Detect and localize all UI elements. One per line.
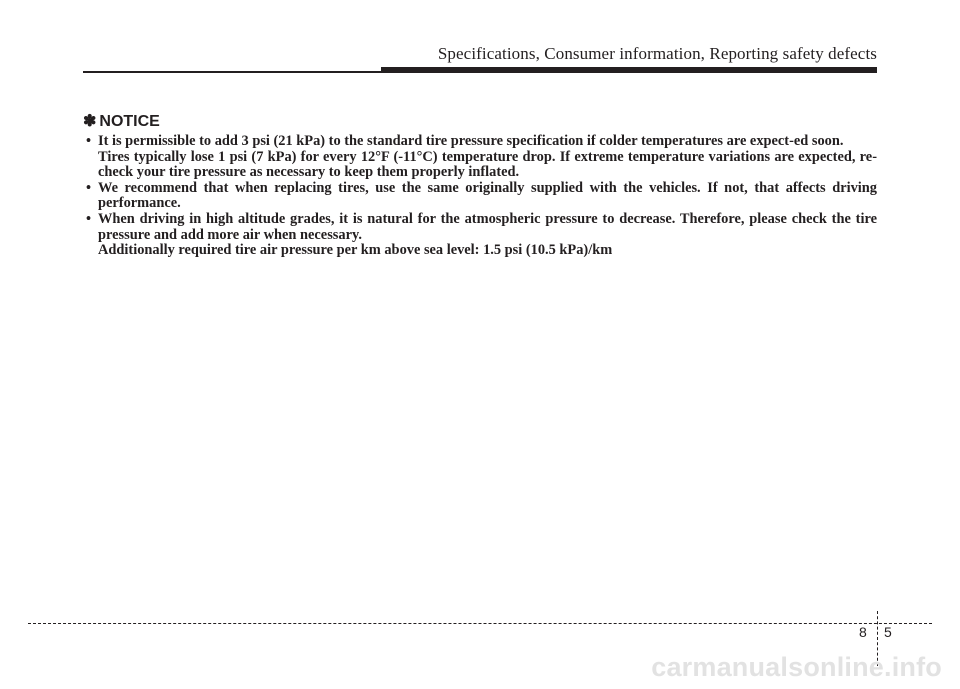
notice-list <box>86 134 877 259</box>
bullet-marker: • <box>86 210 92 227</box>
header-rule-thin <box>83 71 383 73</box>
bullet-marker: • <box>86 133 92 149</box>
notice-paragraph: Additionally required tire air pressure per km above sea level: 1.5 psi (10.5 kPa)/km <box>98 242 613 259</box>
page-number: 5 <box>884 624 892 640</box>
notice-title: NOTICE <box>99 113 160 130</box>
notice-paragraph: It is permissible to add 3 psi (21 kPa) to the standard tire pressure specification if colder temperatures are expect-ed soon. <box>98 133 844 149</box>
notice-paragraph: We recommend that when replacing tires, use the same originally supplied with the vehicles. If not, that affects driving performance. <box>98 179 877 212</box>
site-watermark: carmanualsonline.info <box>651 652 942 682</box>
notice-item-high-altitude <box>86 212 877 259</box>
chapter-number: 8 <box>859 624 867 640</box>
header-rule-thick <box>381 67 877 73</box>
notice-item-cold-temperature <box>86 134 877 181</box>
notice-heading <box>83 111 160 131</box>
section-header-title: Specifications, Consumer information, Reporting safety defects <box>437 44 877 63</box>
notice-paragraph: Tires typically lose 1 psi (7 kPa) for every 12°F (-11°C) temperature drop. If extreme temperature variations are expected, re-check your tire pressure as necessary to keep them properly inflated. <box>98 148 877 181</box>
notice-paragraph: When driving in high altitude grades, it is natural for the atmospheric pressure to decrease. Therefore, please check the tire pressure and add more air when necessary. <box>98 210 877 243</box>
notice-star-icon: ✽ <box>83 113 97 130</box>
footer-dashed-rule <box>28 623 932 624</box>
notice-item-replacing-tires <box>86 181 877 212</box>
bullet-marker: • <box>86 179 92 196</box>
